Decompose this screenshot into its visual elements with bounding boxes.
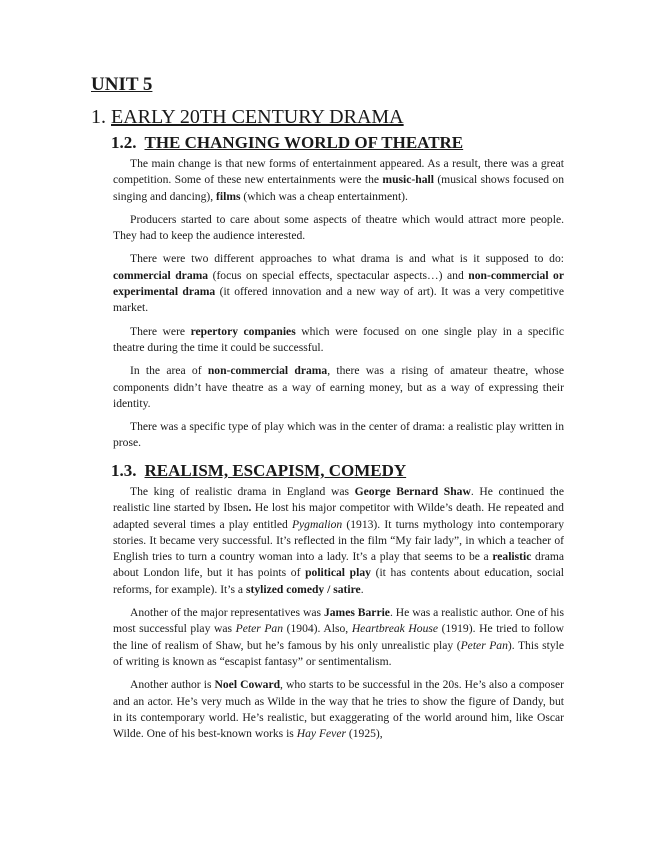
paragraph: The main change is that new forms of entertainment appeared. As a result, there was a great competition. Some of these new entertainments were the music-hall (musical shows focused on singing and dancing), films (which was a cheap entertainment). [113, 157, 565, 203]
paragraph: Producers started to care about some aspects of theatre which would attract more people. They had to keep the audience interested. [113, 212, 564, 243]
paragraph: There were repertory companies which were focused on one single play in a specific theatre during the time it could be successful. [113, 324, 564, 354]
section-number: 1.2. [111, 133, 137, 152]
chapter-number: 1. [91, 106, 106, 128]
section-1-2-body [113, 156, 564, 459]
section-heading-1-3 [111, 461, 406, 481]
paragraph: There was a specific type of play which was in the center of drama: a realistic play written in prose. [113, 420, 564, 450]
paragraph: Another of the major representatives was James Barrie. He was a realistic author. One of his most successful play was Peter Pan (1904). Also, Heartbreak House (1919). He tried to follow the line of realism of Shaw, but he’s famous by his only unrealistic play (Peter Pan). This style of writing is known as “escapist fantasy” or sentimentalism. [113, 606, 564, 668]
paragraph: In the area of non-commercial drama, there was a rising of amateur theatre, whose components didn’t have theatre as a way of earning money, but as a way of expressing their identity. [113, 364, 564, 410]
unit-title: UNIT 5 [91, 74, 153, 95]
section-title: REALISM, ESCAPISM, COMEDY [144, 461, 407, 480]
chapter-title: EARLY 20TH CENTURY DRAMA [111, 106, 404, 128]
section-title: THE CHANGING WORLD OF THEATRE [144, 133, 464, 152]
section-heading-1-2 [111, 133, 463, 153]
chapter-heading [91, 106, 404, 129]
section-1-3-body [113, 484, 564, 749]
paragraph: There were two different approaches to what drama is and what is it supposed to do: commercial drama (focus on special effects, spectacular aspects…) and non-commercial or experimental drama (it offered innovation and a new way of art). It was a very competitive market. [113, 252, 564, 315]
paragraph: The king of realistic drama in England was George Bernard Shaw. He continued the realistic line started by Ibsen. He lost his major competitor with Wilde’s death. He repeated and adapted several times a play entitled Pygmalion (1913). It turns mythology into contemporary stories. It became very successful. It’s reflected in the film “My fair lady”, in which a teacher of English tries to turn a country woman into a lady. It’s a play that seems to be a realistic drama about London life, but it has points of political play (it has contents about education, social reforms, for example). It’s a stylized comedy / satire. [113, 485, 564, 596]
section-number: 1.3. [111, 461, 137, 480]
paragraph: Another author is Noel Coward, who starts to be successful in the 20s. He’s also a composer and an actor. He’s very much as Wilde in the way that he tries to show the figure of Dandy, but in its contemporary world. He’s realistic, but exaggerating of the world around him, like Oscar Wilde. One of his best-known works is Hay Fever (1925), [113, 678, 564, 741]
